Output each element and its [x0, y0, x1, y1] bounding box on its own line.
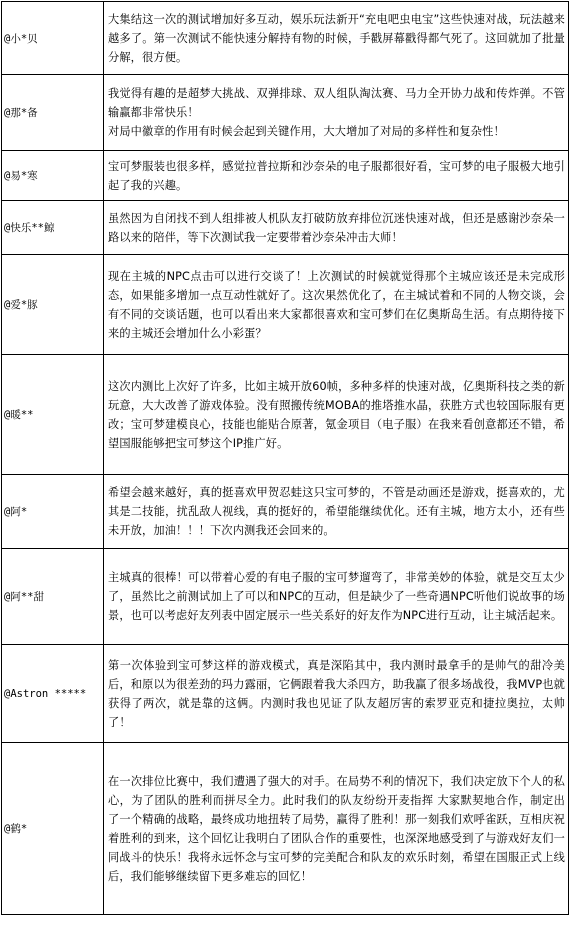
table-row — [2, 645, 569, 743]
comment-line: 宝可梦服装也很多样，感觉拉普拉斯和沙奈朵的电子服都很好看，宝可梦的电子服极大地引起了我的兴趣。 — [108, 159, 565, 192]
commenter-name: @易*寒 — [2, 151, 104, 201]
commenter-name: @阿* — [2, 475, 104, 549]
comment-text — [104, 201, 569, 255]
comment-text — [104, 355, 569, 475]
comment-line: 希望会越来越好，真的挺喜欢甲贺忍蛙这只宝可梦的，不管是动画还是游戏，挺喜欢的，尤其是二技能，扰乱敌人视线，真的挺好的，希望能继续优化。还有主城，地方太小，还有些未开放，加油！！！下次内测我还会回来的。 — [108, 486, 565, 537]
comment-line: 在一次排位比赛中，我们遭遇了强大的对手。在局势不利的情况下，我们决定放下个人的私心，为了团队的胜利而拼尽全力。此时我们的队友纷纷开麦指挥 大家默契地合作，制定出了一个精确的战略，最终成功地扭转了局势，赢得了胜利！那一刻我们欢呼雀跃，互相庆祝着胜利的到来，这个回忆让我明白了团队合作的重要性，也深深地感受到了与游戏好友们一同战斗的快乐！我将永远怀念与宝可梦的完美配合和队友的欢乐时刻，希望在国服正式上线后，我们能够继续留下更多难忘的回忆！ — [108, 774, 565, 883]
table-row — [2, 549, 569, 645]
comment-line: 这次内测比上次好了许多，比如主城开放60帧，多种多样的快速对战，亿奥斯科技之类的新玩意，大大改善了游戏体验。没有照搬传统MOBA的推塔推水晶，获胜方式也较国际服有更改；宝可梦建模良心，技能也能贴合原著，氪金项目（电子服）在我来看创意都还不错，希望国服能够把宝可梦这个IP推广好。 — [108, 379, 565, 450]
comment-text — [104, 75, 569, 151]
table-row — [2, 75, 569, 151]
comment-text — [104, 475, 569, 549]
commenter-name: @爱*豚 — [2, 255, 104, 355]
commenter-name: @鹤* — [2, 743, 104, 915]
table-row — [2, 201, 569, 255]
comment-line: 虽然因为自闭找不到人组排被人机队友打破防放弃排位沉迷快速对战，但还是感谢沙奈朵一路以来的陪伴，等下次测试我一定要带着沙奈朵冲击大师！ — [108, 211, 565, 244]
comment-line: 现在主城的NPC点击可以进行交谈了！上次测试的时候就觉得那个主城应该还是未完成形态，如果能多增加一点互动性就好了。这次果然优化了，在主城试着和不同的人物交谈，会有不同的交谈话题，也可以看出来大家都很喜欢和宝可梦们在亿奥斯岛生活。有点期待接下来的主城还会增加什么小彩蛋？ — [108, 269, 565, 340]
commenter-name: @阿**甜 — [2, 549, 104, 645]
comment-line: 我觉得有趣的是超梦大挑战、双弹排球、双人组队淘汰赛、马力全开协力战和传炸弹。不管输赢都非常快乐！ — [108, 87, 565, 119]
table-row — [2, 151, 569, 201]
commenter-name: @那*备 — [2, 75, 104, 151]
comment-text — [104, 151, 569, 201]
table-row — [2, 355, 569, 475]
comment-line: 第一次体验到宝可梦这样的游戏模式，真是深陷其中，我内测时最拿手的是帅气的甜冷美后，和原以为很差劲的玛力露丽，它俩跟着我大杀四方，助我赢了很多场战役，我MVP也就获得了两次，就是靠的这俩。内测时我也见证了队友超厉害的索罗亚克和捷拉奥拉，太帅了！ — [108, 658, 565, 729]
comment-text — [104, 743, 569, 915]
comment-text — [104, 549, 569, 645]
comment-line: 主城真的很棒！可以带着心爱的有电子服的宝可梦遛弯了，非常美妙的体验，就是交互太少了，虽然比之前测试加上了可以和NPC的互动，但是缺少了一些奇遇NPC听他们说故事的场景，也可以考虑好友列表中固定展示一些关系好的好友作为NPC进行互动，让主城活起来。 — [108, 571, 565, 622]
commenter-name: @小*贝 — [2, 2, 104, 75]
commenter-name: @快乐**鲸 — [2, 201, 104, 255]
comment-text — [104, 645, 569, 743]
table-row — [2, 255, 569, 355]
comment-text — [104, 2, 569, 75]
table-row — [2, 743, 569, 915]
comment-line: 对局中徽章的作用有时候会起到关键作用，大大增加了对局的多样性和复杂性！ — [108, 125, 505, 138]
comment-text — [104, 255, 569, 355]
table-row — [2, 2, 569, 75]
commenter-name: @暖** — [2, 355, 104, 475]
table-row — [2, 475, 569, 549]
commenter-name: @Astron ***** — [2, 645, 104, 743]
comment-line: 大集结这一次的测试增加好多互动，娱乐玩法新开“充电吧虫电宝”这些快速对战，玩法越来越多了。第一次测试不能快速分解持有物的时候，手戳屏幕戳得都气死了。这回就加了批量分解，很方便。 — [108, 12, 565, 64]
feedback-table — [1, 1, 569, 915]
